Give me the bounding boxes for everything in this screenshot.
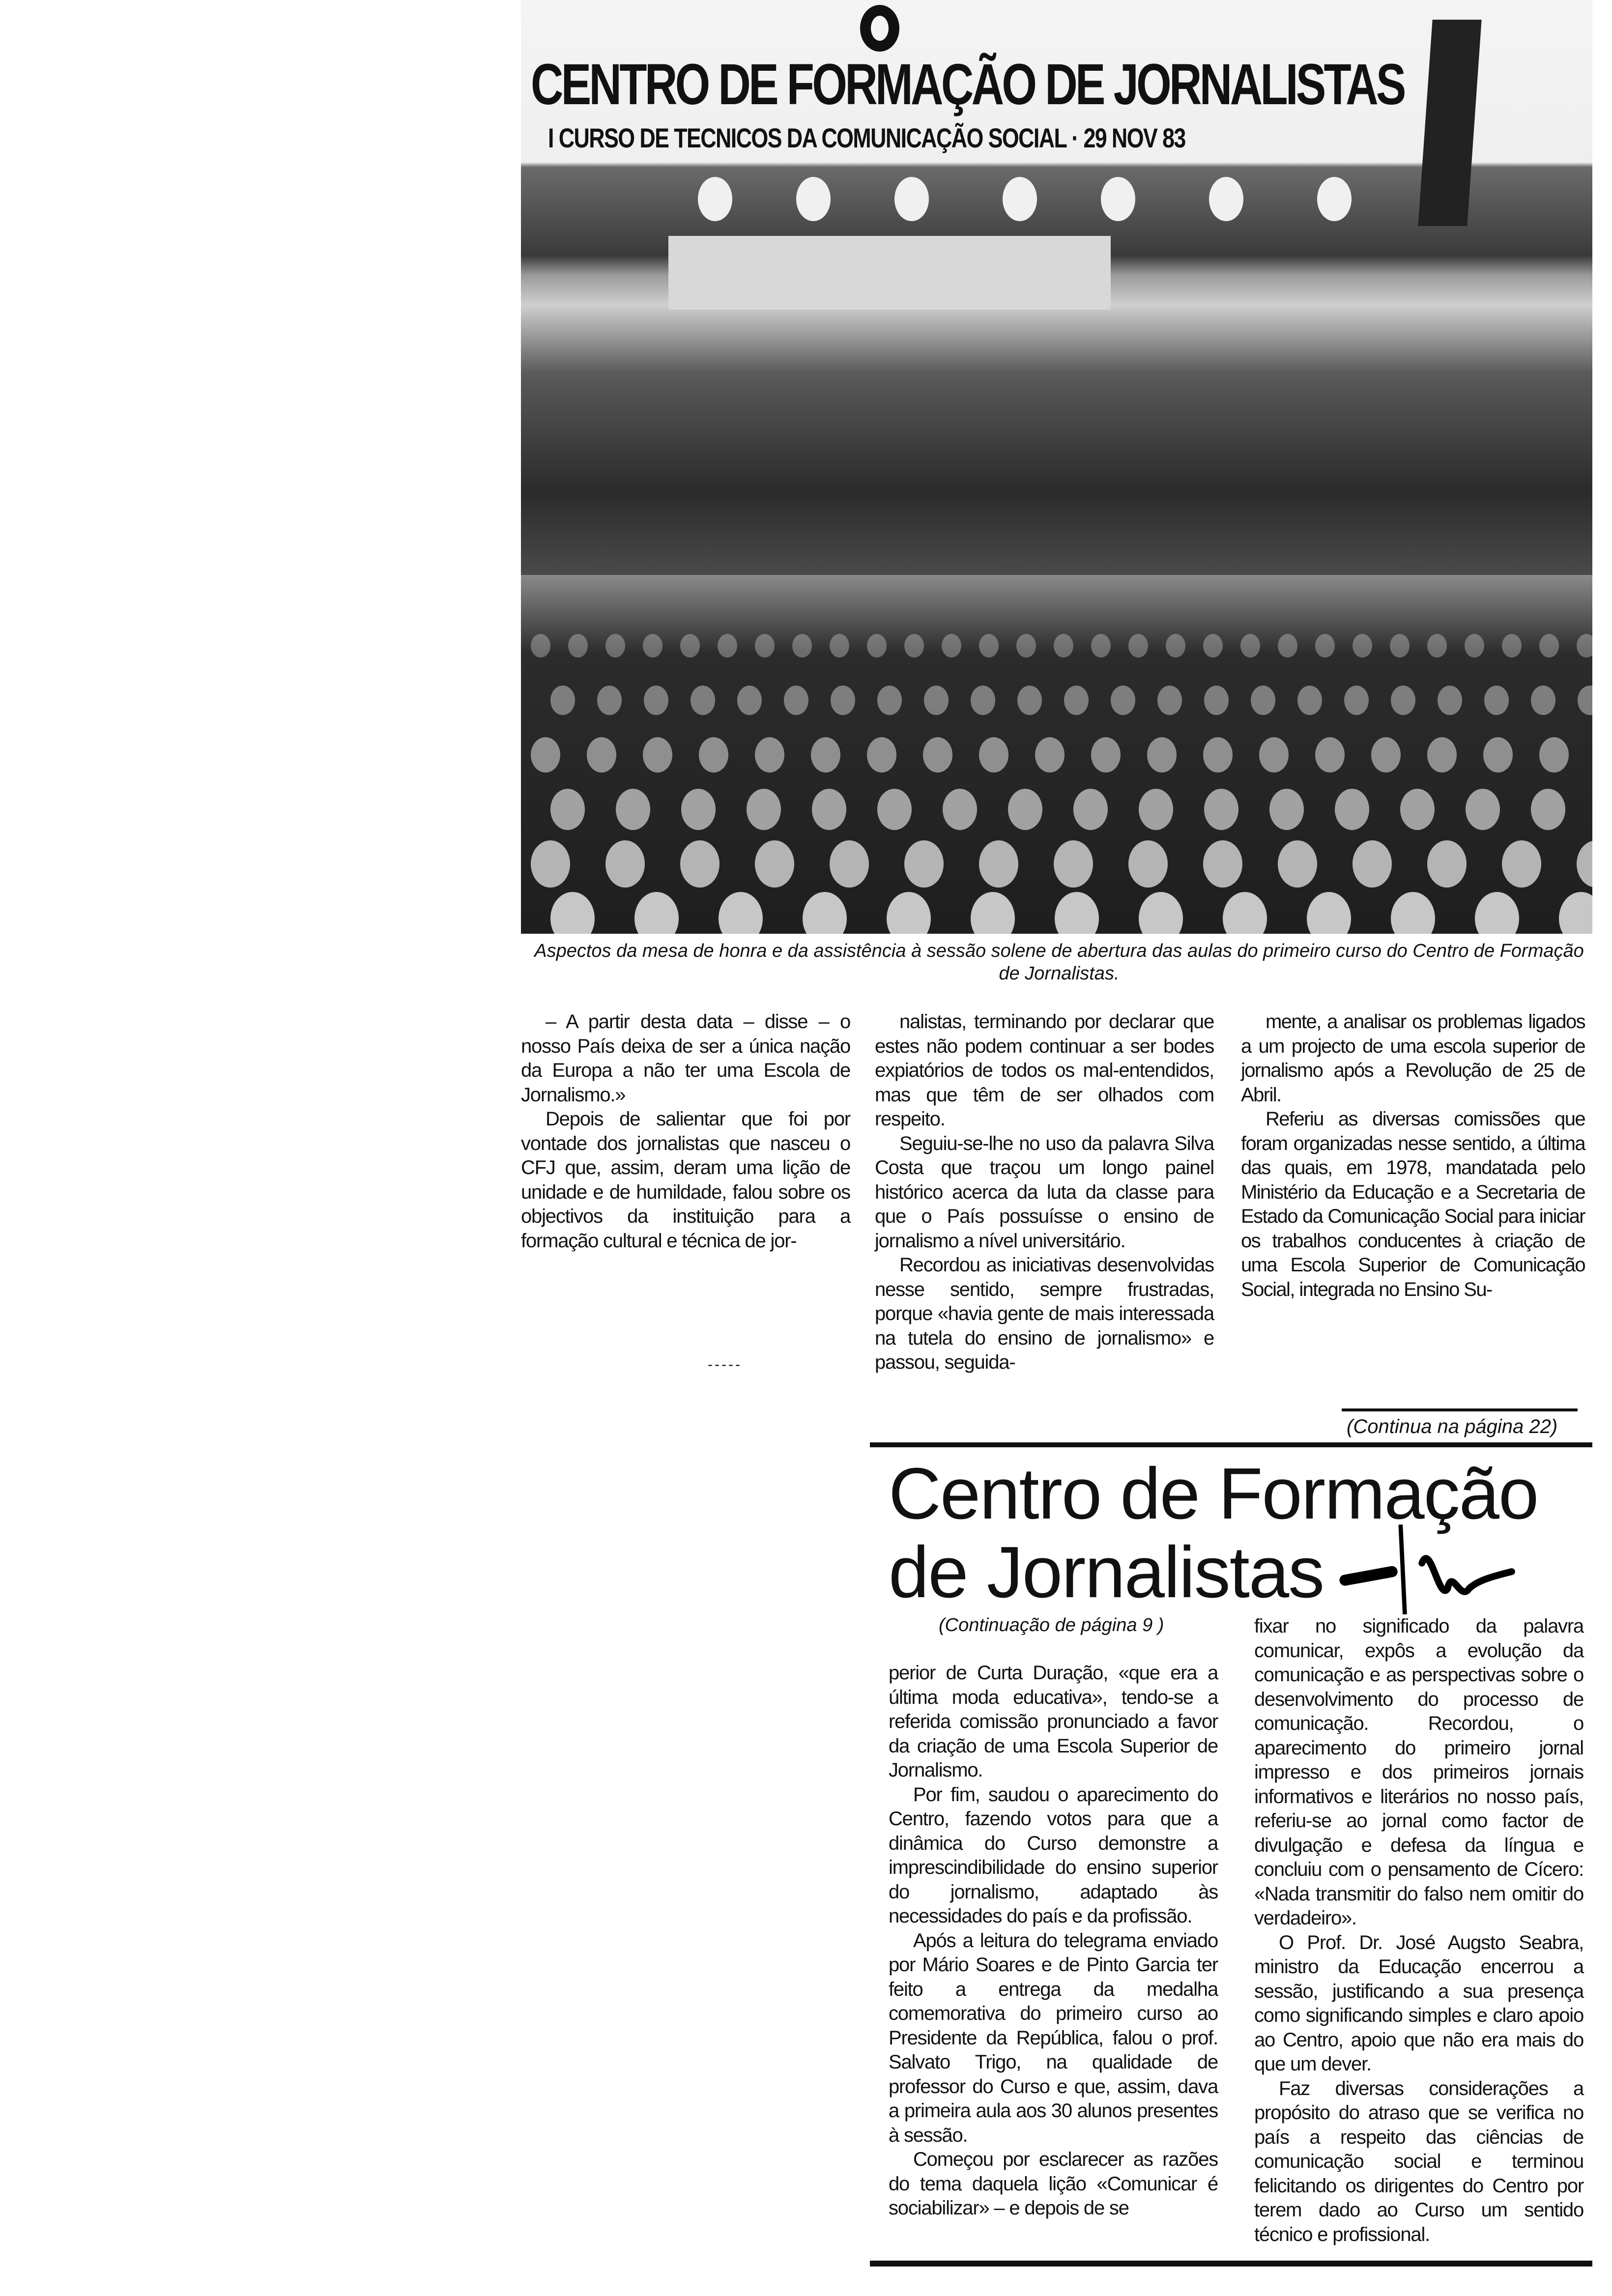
audience-head [1054, 840, 1093, 888]
audience-head [1483, 737, 1513, 773]
audience-head [605, 840, 645, 888]
paragraph: Recordou as iniciativas desenvolvidas nesse sentido, sempre frustradas, porque «havia gente de mais interessada na tutela do ensino de jornalismo» e passou, seguida- [875, 1254, 1214, 1373]
audience-head [1438, 686, 1462, 715]
paragraph: Depois de salientar que foi por vontade dos jornalistas que nasceu o CFJ que, assim, deram uma lição de unidade e de humildade, falou sobre os objectivos da instituição para a formação cultural e técnica de jor- [521, 1108, 850, 1252]
dignitary-head [894, 177, 929, 221]
audience-head [1128, 634, 1148, 658]
audience-head [1427, 840, 1467, 888]
continued-from-note: (Continuação de página 9 ) [939, 1615, 1164, 1636]
handwritten-page-mark [1327, 1516, 1538, 1614]
paragraph: Referiu as diversas comissões que foram organizadas nesse sentido, a última das quais, em 1978, mandatada pelo Ministério da Educação e a Secretaria de Estado da Comunicação Social para iniciar os trabalhos conducentes à criação de uma Escola Superior de Comunicação Social, integrada no Ensino Su- [1241, 1108, 1585, 1300]
audience-head [923, 737, 952, 773]
photo-caption: Aspectos da mesa de honra e da assistência à sessão solene de abertura das aulas do primeiro curso do Centro de Formação de Jornalistas. [534, 941, 1584, 984]
audience-head [550, 892, 595, 934]
audience-head [1391, 892, 1435, 934]
audience-head [550, 789, 585, 830]
paragraph: O Prof. Dr. José Augsto Seabra, ministro da Educação encerrou a sessão, justificando a sua presença como significando simples e claro apoio ao Centro, apoio que não era mais do que um dever. [1254, 1931, 1583, 2075]
audience-head [1315, 737, 1345, 773]
audience-head [1539, 737, 1569, 773]
audience-head [718, 634, 737, 658]
audience-head [1240, 634, 1260, 658]
banner-title: CENTRO DE FORMAÇÃO DE JORNALISTAS [531, 52, 1404, 117]
continuation-column-2 [1254, 1614, 1583, 2247]
audience-head [1203, 634, 1223, 658]
article-column-1 [521, 1010, 850, 1253]
audience-head [1531, 789, 1565, 830]
banner-subtitle: I CURSO DE TECNICOS DA COMUNICAÇÃO SOCIAL · 29 NOV 83 [548, 122, 1185, 153]
paragraph: Seguiu-se-lhe no uso da palavra Silva Costa que traçou um longo painel histórico acerca da luta da classe para que o País possuísse o ensino de jornalismo a nível universitário. [875, 1132, 1214, 1252]
audience-head [1353, 634, 1372, 658]
audience-head [634, 892, 679, 934]
paragraph: Começou por esclarecer as razões do tema daquela lição «Comunicar é sociabilizar» – e depois de se [889, 2149, 1218, 2219]
audience-head [681, 789, 716, 830]
headline-line: Centro de Formação [889, 1453, 1538, 1534]
audience-head [1484, 686, 1509, 715]
paragraph: fixar no significado da palavra comunicar, expôs a evolução da comunicação e as perspectivas sobre o desenvolvimento do processo de comunicação. Recordou, o aparecimento do primeiro jornal impresso e dos primeiros jornais informativos e literários no nosso país, referiu-se ao jornal como factor de divulgação e defesa da língua e concluiu com o pensamento de Cícero: «Nada transmitir do falso nem omitir do verdadeiro». [1254, 1615, 1583, 1929]
audience-head [979, 737, 1008, 773]
audience-head [643, 634, 662, 658]
audience-head [803, 892, 847, 934]
paragraph: mente, a analisar os problemas ligados a um projecto de uma escola superior de jornalismo após a Revolução de 25 de Abril. [1241, 1011, 1585, 1106]
audience-head [1539, 634, 1559, 658]
paragraph: Faz diversas considerações a propósito do atraso que se verifica no país a respeito das ciências de comunicação social e terminou felicitando os dirigentes do Centro por terem dado ao Curso um sentido técnico e profissional. [1254, 2077, 1583, 2245]
audience-head [1577, 634, 1592, 658]
audience-head [587, 737, 616, 773]
audience-head [877, 686, 902, 715]
audience-head [792, 634, 812, 658]
audience-head [971, 686, 995, 715]
audience-head [1035, 737, 1065, 773]
audience-head [699, 737, 728, 773]
audience-head [1427, 737, 1457, 773]
article-column-3 [1241, 1010, 1585, 1302]
divider [870, 1442, 1592, 1447]
paragraph: perior de Curta Duração, «que era a última moda educativa», tendo-se a referida comissão pronunciado a favor da criação de uma Escola Superior de Jornalismo. [889, 1662, 1218, 1781]
paragraph: – A partir desta data – disse – o nosso País deixa de ser a única nação da Europa a não ter uma Escola de Jornalismo.» [521, 1011, 850, 1106]
audience-head [1297, 686, 1322, 715]
paragraph: Após a leitura do telegrama enviado por Mário Soares e de Pinto Garcia ter feito a entrega da medalha comemorativa do primeiro curso ao Presidente da República, falou o prof. Salvato Trigo, na qualidade de professor do Curso e que, assim, dava a primeira aula aos 30 alunos presentes à sessão. [889, 1929, 1218, 2146]
audience-head [1204, 686, 1229, 715]
audience-head [1016, 634, 1036, 658]
audience-head [1466, 789, 1500, 830]
flag [1418, 20, 1481, 226]
audience-head [531, 634, 550, 658]
audience-head [942, 634, 961, 658]
dignitary-head [1209, 177, 1243, 221]
audience-head [924, 686, 949, 715]
audience-head [1559, 892, 1592, 934]
audience-head [784, 686, 808, 715]
dignitary-head [1317, 177, 1352, 221]
audience-head [867, 737, 896, 773]
audience-head [1111, 686, 1135, 715]
audience-head [831, 686, 855, 715]
audience-head [605, 634, 625, 658]
audience-head [811, 737, 840, 773]
audience-head [691, 686, 715, 715]
audience-head [904, 634, 924, 658]
audience-head [1073, 789, 1108, 830]
cfj-logo-icon [860, 5, 899, 52]
photo-head-table [521, 0, 1592, 575]
dignitary-head [1003, 177, 1037, 221]
audience-head [1502, 840, 1541, 888]
audience-head [1054, 634, 1073, 658]
audience-head [1307, 892, 1351, 934]
audience-head [979, 634, 999, 658]
audience-head [1278, 840, 1317, 888]
divider [870, 2261, 1592, 2267]
audience-head [1400, 789, 1435, 830]
audience-head [737, 686, 762, 715]
audience-head [1465, 634, 1484, 658]
audience-head [1353, 840, 1392, 888]
divider [1342, 1408, 1578, 1411]
audience-head [1278, 634, 1297, 658]
audience-head [1017, 686, 1042, 715]
separator-dots: ----- [708, 1356, 742, 1373]
paragraph: Por fim, saudou o aparecimento do Centro, fazendo votos para que a dinâmica do Curso demonstre a imprescindibilidade do ensino superior do jornalismo, adaptado às necessidades do país e da profissão. [889, 1783, 1218, 1927]
audience-head [1008, 789, 1042, 830]
audience-head [531, 737, 560, 773]
audience-head [1091, 737, 1121, 773]
audience-head [755, 634, 775, 658]
audience-head [719, 892, 763, 934]
audience-head [755, 840, 794, 888]
audience-head [1203, 737, 1233, 773]
audience-head [531, 840, 570, 888]
audience-head [755, 737, 784, 773]
audience-head [867, 634, 887, 658]
audience-head [597, 686, 622, 715]
audience-head [550, 686, 575, 715]
audience-head [1371, 737, 1401, 773]
dignitary-head [698, 177, 732, 221]
continued-note: (Continua na página 22) [1347, 1416, 1558, 1437]
audience-head [1390, 634, 1410, 658]
continuation-column-1 [889, 1661, 1218, 2221]
audience-head [1128, 840, 1168, 888]
head-table [668, 236, 1111, 310]
headline-line: de Jornalistas [889, 1532, 1324, 1613]
audience-head [1064, 686, 1089, 715]
audience-head [1315, 634, 1335, 658]
audience-head [1335, 789, 1369, 830]
audience-head [1139, 892, 1183, 934]
paragraph: nalistas, terminando por declarar que estes não podem continuar a ser bodes expiatórios de todos os mal-entendidos, mas que têm de ser olhados com respeito. [875, 1011, 1214, 1130]
audience-head [887, 892, 931, 934]
audience-head [1502, 634, 1522, 658]
audience-head [1344, 686, 1369, 715]
audience-head [1531, 686, 1555, 715]
audience-head [1147, 737, 1177, 773]
audience-head [943, 789, 977, 830]
audience-head [1251, 686, 1275, 715]
audience-head [1259, 737, 1289, 773]
audience-head [1166, 634, 1185, 658]
audience-head [747, 789, 781, 830]
audience-head [680, 840, 720, 888]
audience-head [644, 686, 668, 715]
audience-head [1475, 892, 1519, 934]
audience-head [1391, 686, 1415, 715]
audience-head [979, 840, 1018, 888]
audience-head [1157, 686, 1182, 715]
dignitary-head [1101, 177, 1135, 221]
audience-head [1427, 634, 1447, 658]
audience-head [830, 840, 869, 888]
audience-head [568, 634, 588, 658]
audience-head [904, 840, 944, 888]
audience-head [616, 789, 650, 830]
audience-head [1091, 634, 1111, 658]
audience-head [1204, 789, 1238, 830]
audience-head [1139, 789, 1173, 830]
audience-head [643, 737, 672, 773]
audience-head [1578, 686, 1592, 715]
audience-head [680, 634, 700, 658]
audience-head [1055, 892, 1099, 934]
audience-head [971, 892, 1015, 934]
photo-audience [521, 575, 1592, 934]
dignitary-head [796, 177, 831, 221]
audience-head [830, 634, 849, 658]
audience-head [1577, 840, 1592, 888]
audience-head [1269, 789, 1304, 830]
audience-head [1203, 840, 1242, 888]
news-photo [521, 0, 1592, 934]
article-column-2 [875, 1010, 1214, 1375]
audience-head [1223, 892, 1267, 934]
audience-head [812, 789, 846, 830]
audience-head [877, 789, 912, 830]
